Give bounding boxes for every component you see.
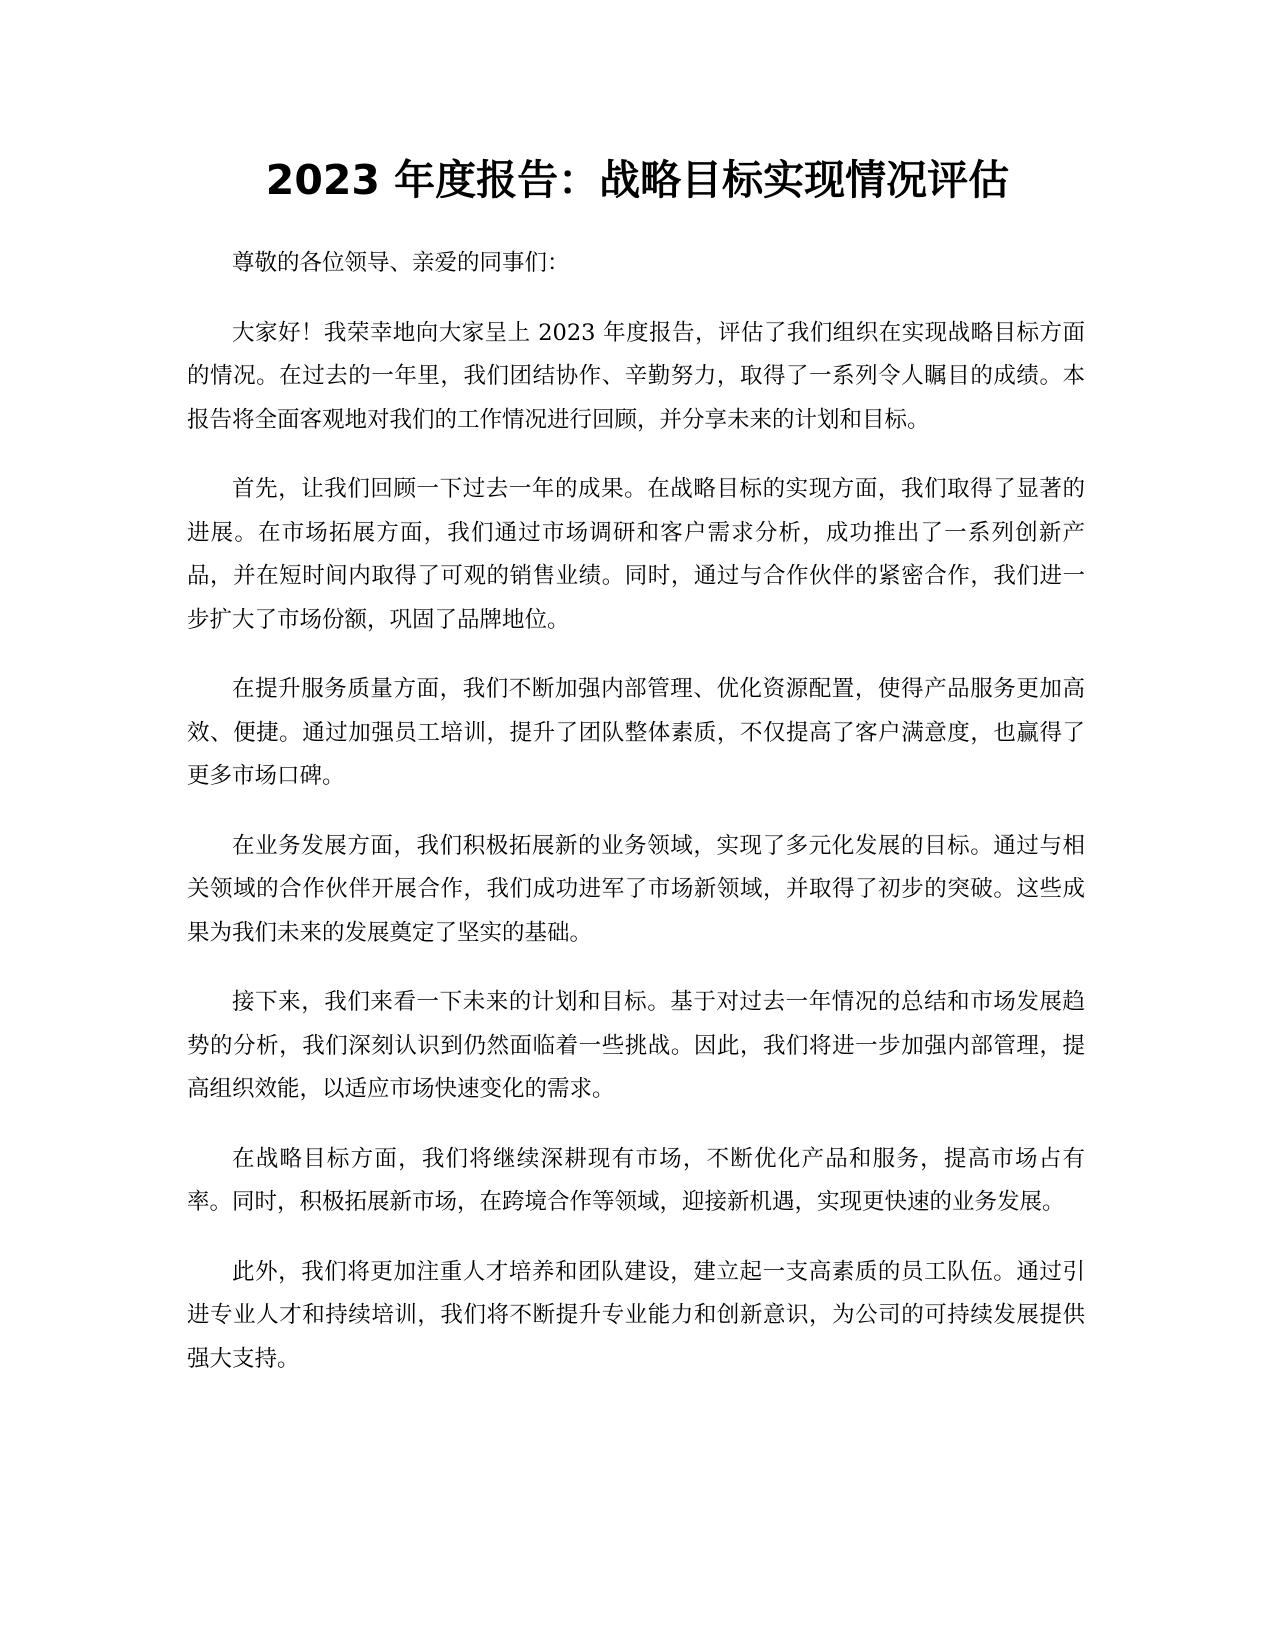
- paragraph-business-development: 在业务发展方面，我们积极拓展新的业务领域，实现了多元化发展的目标。通过与相关领域的合作伙伴开展合作，我们成功进军了市场新领域，并取得了初步的突破。这些成果为我们未来的发展奠定了坚实的基础。: [187, 832, 1085, 946]
- paragraph-achievements: 首先，让我们回顾一下过去一年的成果。在战略目标的实现方面，我们取得了显著的进展。在市场拓展方面，我们通过市场调研和客户需求分析，成功推出了一系列创新产品，并在短时间内取得了可观的销售业绩。同时，通过与合作伙伴的紧密合作，我们进一步扩大了市场份额，巩固了品牌地位。: [187, 476, 1085, 633]
- paragraph-talent: 此外，我们将更加注重人才培养和团队建设，建立起一支高素质的员工队伍。通过引进专业人才和持续培训，我们将不断提升专业能力和创新意识，为公司的可持续发展提供强大支持。: [187, 1258, 1085, 1372]
- paragraph-greeting: 尊敬的各位领导、亲爱的同事们：: [232, 250, 570, 276]
- document-body: [187, 242, 1085, 1407]
- paragraph-service-quality: 在提升服务质量方面，我们不断加强内部管理、优化资源配置，使得产品服务更加高效、便捷。通过加强员工培训，提升了团队整体素质，不仅提高了客户满意度，也赢得了更多市场口碑。: [187, 676, 1085, 789]
- paragraph-strategic-goals: 在战略目标方面，我们将继续深耕现有市场，不断优化产品和服务，提高市场占有率。同时，积极拓展新市场，在跨境合作等领域，迎接新机遇，实现更快速的业务发展。: [187, 1145, 1085, 1215]
- paragraph-future-plans: 接下来，我们来看一下未来的计划和目标。基于对过去一年情况的总结和市场发展趋势的分析，我们深刻认识到仍然面临着一些挑战。因此，我们将进一步加强内部管理，提高组织效能，以适应市场快速变化的需求。: [187, 989, 1085, 1102]
- document-title: 2023 年度报告：战略目标实现情况评估: [265, 156, 1010, 204]
- paragraph-intro: 大家好！我荣幸地向大家呈上 2023 年度报告，评估了我们组织在实现战略目标方面的情况。在过去的一年里，我们团结协作、辛勤努力，取得了一系列令人瞩目的成绩。本报告将全面客观地对我们的工作情况进行回顾，并分享未来的计划和目标。: [187, 319, 1085, 433]
